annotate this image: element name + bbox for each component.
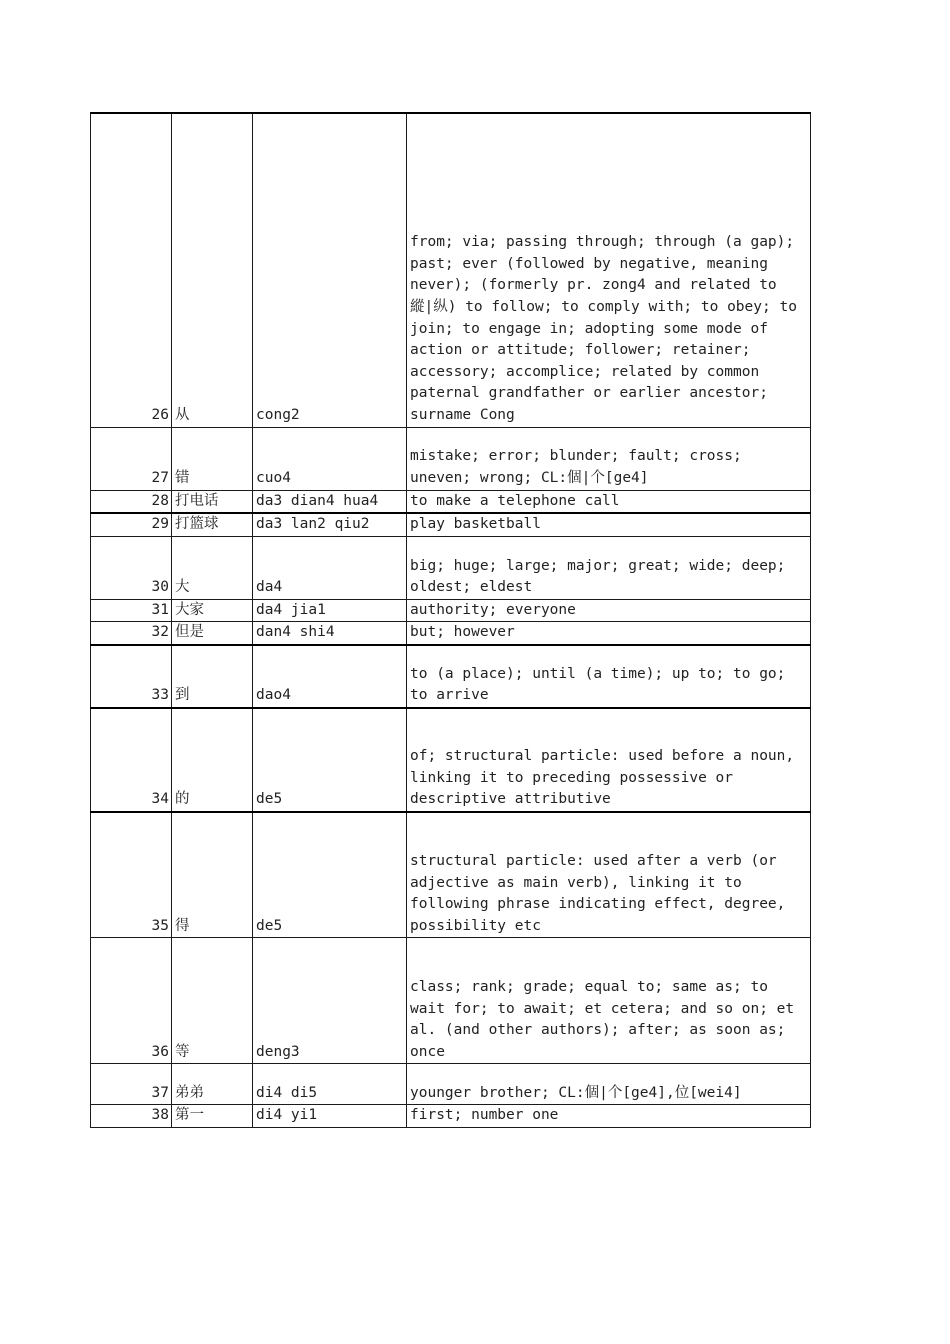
table-row — [91, 938, 811, 1064]
table-row — [91, 812, 811, 938]
pinyin: cong2 — [253, 113, 407, 427]
pinyin: de5 — [253, 812, 407, 938]
pinyin: dao4 — [253, 645, 407, 708]
definition: to (a place); until (a time); up to; to go; to arrive — [407, 645, 811, 708]
row-number: 34 — [91, 708, 172, 812]
definition: to make a telephone call — [407, 490, 811, 513]
chinese-word: 弟弟 — [172, 1064, 253, 1105]
table-row — [91, 599, 811, 622]
chinese-word: 打电话 — [172, 490, 253, 513]
pinyin: da4 jia1 — [253, 599, 407, 622]
row-number: 30 — [91, 536, 172, 599]
pinyin: de5 — [253, 708, 407, 812]
table-row — [91, 490, 811, 513]
chinese-word: 得 — [172, 812, 253, 938]
definition: mistake; error; blunder; fault; cross; uneven; wrong; CL:個|个[ge4] — [407, 427, 811, 490]
definition: structural particle: used after a verb (or adjective as main verb), linking it to following phrase indicating effect, degree, possibility etc — [407, 812, 811, 938]
chinese-word: 从 — [172, 113, 253, 427]
chinese-word: 错 — [172, 427, 253, 490]
row-number: 33 — [91, 645, 172, 708]
row-number: 31 — [91, 599, 172, 622]
pinyin: cuo4 — [253, 427, 407, 490]
definition: younger brother; CL:個|个[ge4],位[wei4] — [407, 1064, 811, 1105]
table-row — [91, 513, 811, 536]
pinyin: da3 lan2 qiu2 — [253, 513, 407, 536]
chinese-word: 大 — [172, 536, 253, 599]
chinese-word: 的 — [172, 708, 253, 812]
row-number: 32 — [91, 622, 172, 645]
row-number: 38 — [91, 1105, 172, 1128]
chinese-word: 但是 — [172, 622, 253, 645]
pinyin: di4 di5 — [253, 1064, 407, 1105]
table-row — [91, 427, 811, 490]
table-row — [91, 1105, 811, 1128]
definition: class; rank; grade; equal to; same as; to wait for; to await; et cetera; and so on; et al. (and other authors); after; as soon as; once — [407, 938, 811, 1064]
definition: authority; everyone — [407, 599, 811, 622]
pinyin: deng3 — [253, 938, 407, 1064]
row-number: 28 — [91, 490, 172, 513]
table-row — [91, 622, 811, 645]
row-number: 29 — [91, 513, 172, 536]
chinese-word: 等 — [172, 938, 253, 1064]
chinese-word: 打篮球 — [172, 513, 253, 536]
table-row — [91, 1064, 811, 1105]
definition: but; however — [407, 622, 811, 645]
chinese-word: 到 — [172, 645, 253, 708]
chinese-word: 大家 — [172, 599, 253, 622]
definition: first; number one — [407, 1105, 811, 1128]
chinese-word: 第一 — [172, 1105, 253, 1128]
vocabulary-table — [90, 112, 811, 1128]
pinyin: dan4 shi4 — [253, 622, 407, 645]
definition: play basketball — [407, 513, 811, 536]
row-number: 27 — [91, 427, 172, 490]
table-row — [91, 645, 811, 708]
table-row — [91, 536, 811, 599]
row-number: 36 — [91, 938, 172, 1064]
pinyin: di4 yi1 — [253, 1105, 407, 1128]
definition: big; huge; large; major; great; wide; deep; oldest; eldest — [407, 536, 811, 599]
table-row — [91, 708, 811, 812]
definition: from; via; passing through; through (a gap); past; ever (followed by negative, meaning never); (formerly pr. zong4 and related to 縱|纵) to follow; to comply with; to obey; to join; to engage in; adopting some mode of action or attitude; follower; retainer; accessory; accomplice; related by common paternal grandfather or earlier ancestor; surname Cong — [407, 113, 811, 427]
definition: of; structural particle: used before a noun, linking it to preceding possessive or descriptive attributive — [407, 708, 811, 812]
row-number: 37 — [91, 1064, 172, 1105]
row-number: 26 — [91, 113, 172, 427]
pinyin: da4 — [253, 536, 407, 599]
table-row — [91, 113, 811, 427]
pinyin: da3 dian4 hua4 — [253, 490, 407, 513]
row-number: 35 — [91, 812, 172, 938]
